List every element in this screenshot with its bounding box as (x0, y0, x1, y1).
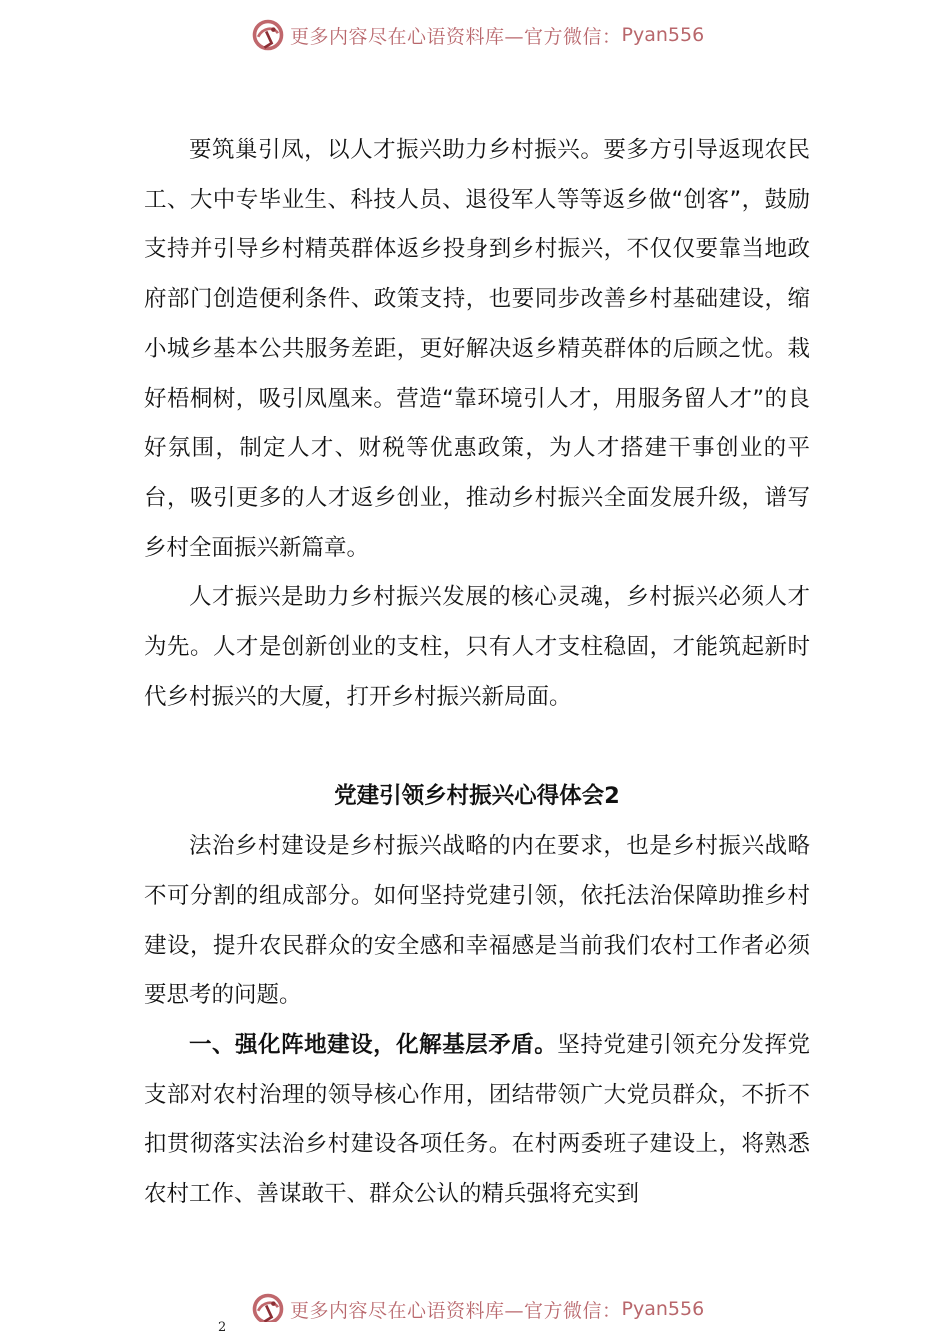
footer-watermark (250, 1284, 704, 1322)
xinyu-logo-icon (250, 1291, 286, 1322)
paragraph: 法治乡村建设是乡村振兴战略的内在要求，也是乡村振兴战略不可分割的组成部分。如何坚持党建引领，依托法治保障助推乡村建设，提升农民群众的安全感和幸福感是当前我们农村工作者必须要思考的问题。 (144, 833, 810, 1009)
watermark-wechat-id: Pyan556 (621, 24, 705, 46)
header-watermark (250, 16, 704, 54)
section-title: 党建引领乡村振兴心得体会2 (334, 783, 620, 810)
page-number: 2 (218, 1320, 227, 1335)
point-body: 坚持党建引领充分发挥党支部对农村治理的领导核心作用，团结带领广大党员群众，不折不扣贯彻落实法治乡村建设各项任务。在村两委班子建设上，将熟悉农村工作、善谋敢干、群众公认的精兵强将充实到 (144, 1031, 810, 1208)
paragraph: 人才振兴是助力乡村振兴发展的核心灵魂，乡村振兴必须人才为先。人才是创新创业的支柱，只有人才支柱稳固，才能筑起新时代乡村振兴的大厦，打开乡村振兴新局面。 (144, 584, 810, 710)
xinyu-logo-icon (250, 17, 286, 53)
paragraph: 要筑巢引凤，以人才振兴助力乡村振兴。要多方引导返现农民工、大中专毕业生、科技人员、退役军人等等返乡做“创客”，鼓励支持并引导乡村精英群体返乡投身到乡村振兴，不仅仅要靠当地政府部门创造便利条件、政策支持，也要同步改善乡村基础建设，缩小城乡基本公共服务差距，更好解决返乡精英群体的后顾之忧。栽好梧桐树，吸引凤凰来。营造“靠环境引人才，用服务留人才”的良好氛围，制定人才、财税等优惠政策，为人才搭建干事创业的平台，吸引更多的人才返乡创业，推动乡村振兴全面发展升级，谱写乡村全面振兴新篇章。 (144, 137, 810, 561)
point-heading: 一、强化阵地建设，化解基层矛盾。 (189, 1031, 558, 1058)
watermark-wechat-id: Pyan556 (621, 1298, 705, 1320)
watermark-text: 更多内容尽在心语资料库—官方微信： (290, 1299, 622, 1322)
document-body (144, 126, 810, 1220)
watermark-text: 更多内容尽在心语资料库—官方微信： (290, 25, 622, 48)
paragraph-point-one (144, 1021, 810, 1220)
